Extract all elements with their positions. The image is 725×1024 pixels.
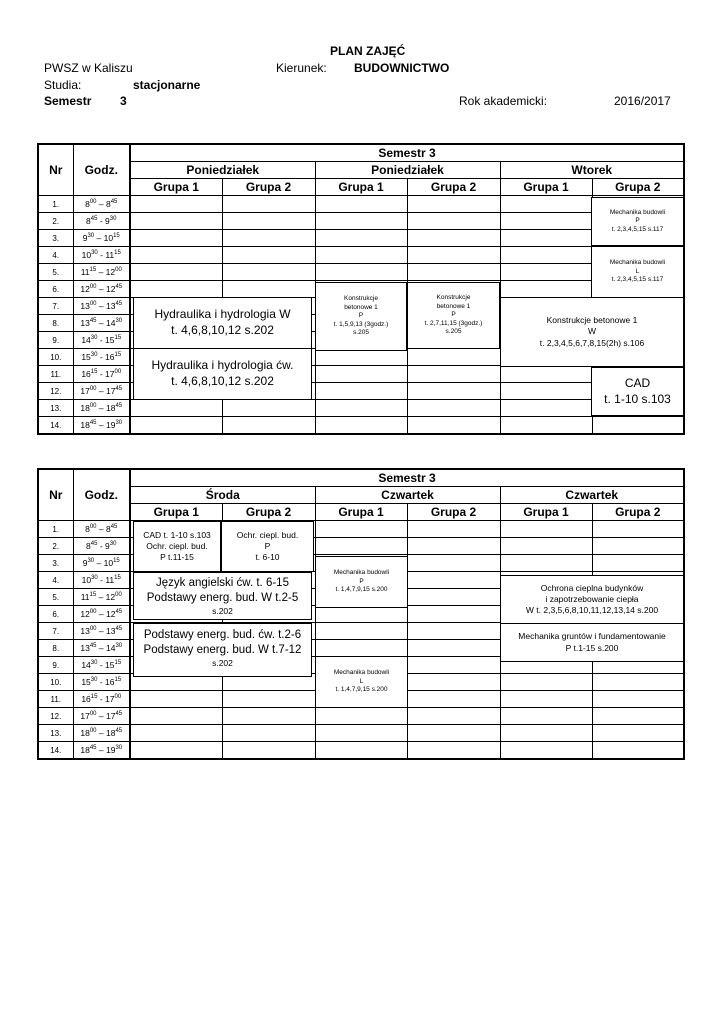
day-header: Poniedziałek [315, 162, 500, 179]
slot-cell [500, 213, 592, 230]
group-header: Grupa 1 [500, 504, 592, 521]
day-header: Poniedziałek [130, 162, 315, 179]
class-konstrukcje-w: Konstrukcje betonowe 1 W t. 2,3,4,5,6,7,8,15(2h) s.106 [500, 297, 684, 367]
class-sroda-grupa1: CAD t. 1-10 s.103 Ochr. ciepl. bud. P t.11-15 [133, 521, 221, 572]
slot-cell [407, 725, 500, 742]
group-header: Grupa 1 [315, 179, 407, 196]
row-hours: $16^{15} - 17^{00}$ [73, 691, 130, 708]
nr-header: Nr [38, 144, 73, 196]
row-number: 6. [38, 281, 73, 298]
slot-cell [500, 383, 592, 400]
row-hours: $9^{30} - 10^{15}$ [73, 230, 130, 247]
slot-cell [407, 213, 500, 230]
row-number: 14. [38, 742, 73, 760]
row-number: 9. [38, 657, 73, 674]
kierunek-value: BUDOWNICTWO [354, 61, 450, 75]
slot-cell [130, 230, 222, 247]
slot-cell [500, 247, 592, 264]
table-row [38, 400, 684, 417]
slot-cell [500, 417, 592, 435]
slot-cell [315, 400, 407, 417]
slot-cell [315, 383, 407, 400]
slot-cell [315, 708, 407, 725]
table-row [38, 247, 684, 264]
day-header: Środa [130, 487, 315, 504]
slot-cell [592, 725, 684, 742]
class-konstrukcje-grupa1: Konstrukcje betonowe 1 P t. 1,5,9,13 (3godz.) s.205 [315, 282, 407, 351]
row-hours: $9^{30} - 10^{15}$ [73, 555, 130, 572]
slot-cell [130, 400, 222, 417]
slot-cell [315, 349, 407, 366]
slot-cell [130, 247, 222, 264]
slot-cell [407, 589, 500, 606]
godz-header: Godz. [73, 144, 130, 196]
slot-cell [407, 196, 500, 213]
slot-cell [407, 417, 500, 435]
slot-cell [315, 230, 407, 247]
row-number: 10. [38, 349, 73, 366]
slot-cell [500, 521, 592, 538]
slot-cell [592, 538, 684, 555]
slot-cell [315, 538, 407, 555]
slot-cell [500, 400, 592, 417]
class-konstrukcje-grupa2: Konstrukcje betonowe 1 P t. 2,7,11,15 (3godz.) s.205 [407, 282, 500, 349]
row-number: 7. [38, 298, 73, 315]
slot-cell [500, 196, 592, 213]
slot-cell [500, 230, 592, 247]
row-number: 12. [38, 708, 73, 725]
slot-cell [407, 349, 500, 366]
class-hydraulika-cw: Hydraulika i hydrologia ćw. t. 4,6,8,10,12 s.202 [133, 348, 312, 400]
row-number: 13. [38, 725, 73, 742]
row-number: 8. [38, 315, 73, 332]
slot-cell [500, 691, 592, 708]
slot-cell [592, 555, 684, 572]
slot-cell [222, 213, 315, 230]
row-hours: $14^{30} - 15^{15}$ [73, 657, 130, 674]
slot-cell [592, 417, 684, 435]
slot-cell [500, 674, 592, 691]
row-hours: $11^{15} - 12^{00}$ [73, 264, 130, 281]
table-row [38, 196, 684, 213]
row-hours: $10^{30} - 11^{15}$ [73, 572, 130, 589]
slot-cell [315, 606, 407, 623]
row-hours: $18^{00} - 18^{45}$ [73, 400, 130, 417]
class-mechanika-l: Mechanika budowli L t. 2,3,4,5,15 s.117 [591, 246, 684, 298]
row-hours: $8^{45} - 9^{30}$ [73, 538, 130, 555]
slot-cell [592, 521, 684, 538]
slot-cell [592, 691, 684, 708]
slot-cell [130, 691, 222, 708]
slot-cell [315, 417, 407, 435]
slot-cell [500, 555, 592, 572]
class-mechanika-l-czw: Mechanika budowli L t. 1,4,7,9,15 s.200 [315, 656, 408, 708]
slot-cell [222, 417, 315, 435]
row-number: 13. [38, 400, 73, 417]
class-mechanika-gruntow: Mechanika gruntów i fundamentowanie P t.1-15 s.200 [500, 623, 684, 662]
slot-cell [407, 742, 500, 760]
slot-cell [130, 264, 222, 281]
class-cad: CAD t. 1-10 s.103 [591, 367, 684, 416]
slot-cell [222, 230, 315, 247]
row-hours: $13^{45} - 14^{30}$ [73, 315, 130, 332]
slot-cell [592, 708, 684, 725]
row-hours: $8^{00} - 8^{45}$ [73, 521, 130, 538]
group-header: Grupa 2 [592, 179, 684, 196]
row-hours: $13^{45} - 14^{30}$ [73, 640, 130, 657]
semestr-value: 3 [120, 94, 127, 108]
slot-cell [407, 623, 500, 640]
row-number: 4. [38, 572, 73, 589]
row-number: 7. [38, 623, 73, 640]
table-row [38, 230, 684, 247]
slot-cell [407, 264, 500, 281]
rok-label: Rok akademicki: [459, 94, 548, 108]
row-number: 3. [38, 230, 73, 247]
slot-cell [315, 264, 407, 281]
day-header: Wtorek [500, 162, 684, 179]
slot-cell [407, 555, 500, 572]
group-header: Grupa 1 [130, 504, 222, 521]
group-header: Grupa 2 [592, 504, 684, 521]
studia-value: stacjonarne [133, 78, 201, 92]
row-hours: $17^{00} - 17^{45}$ [73, 708, 130, 725]
group-header: Grupa 2 [222, 504, 315, 521]
slot-cell [130, 281, 222, 298]
slot-cell [407, 521, 500, 538]
row-hours: $16^{15} - 17^{00}$ [73, 366, 130, 383]
school-name: PWSZ w Kaliszu [44, 61, 133, 75]
slot-cell [222, 247, 315, 264]
class-ochrona-cieplna: Ochrona cieplna budynków i zapotrzebowanie ciepła W t. 2,3,5,6,8,10,11,12,13,14 s.200 [500, 575, 684, 624]
slot-cell [407, 708, 500, 725]
row-hours: $14^{30} - 15^{15}$ [73, 332, 130, 349]
slot-cell [222, 400, 315, 417]
row-number: 12. [38, 383, 73, 400]
group-header: Grupa 2 [407, 504, 500, 521]
table-row [38, 725, 684, 742]
godz-header: Godz. [73, 469, 130, 521]
semestr-label: Semestr [44, 94, 92, 108]
class-jezyk-angielski: Język angielski ćw. t. 6-15 Podstawy energ. bud. W t.2-5 s.202 [133, 572, 312, 620]
row-hours: $8^{45} - 9^{30}$ [73, 213, 130, 230]
row-hours: $13^{00} - 13^{45}$ [73, 298, 130, 315]
group-header: Grupa 2 [222, 179, 315, 196]
slot-cell [130, 725, 222, 742]
row-hours: $17^{00} - 17^{45}$ [73, 383, 130, 400]
row-number: 5. [38, 589, 73, 606]
row-hours: $10^{30} - 11^{15}$ [73, 247, 130, 264]
slot-cell [222, 196, 315, 213]
table-row [38, 264, 684, 281]
row-number: 14. [38, 417, 73, 435]
slot-cell [315, 623, 407, 640]
row-hours: $18^{45} - 19^{30}$ [73, 742, 130, 760]
group-header: Grupa 1 [130, 179, 222, 196]
table-row [38, 213, 684, 230]
slot-cell [222, 708, 315, 725]
slot-cell [315, 725, 407, 742]
slot-cell [130, 213, 222, 230]
row-number: 11. [38, 366, 73, 383]
row-number: 2. [38, 213, 73, 230]
rok-value: 2016/2017 [614, 94, 671, 108]
row-hours: $15^{30} - 16^{15}$ [73, 674, 130, 691]
slot-cell [222, 691, 315, 708]
slot-cell [407, 230, 500, 247]
row-number: 1. [38, 196, 73, 213]
slot-cell [500, 281, 592, 298]
slot-cell [222, 725, 315, 742]
row-number: 10. [38, 674, 73, 691]
day-header: Czwartek [500, 487, 684, 504]
row-number: 11. [38, 691, 73, 708]
slot-cell [592, 674, 684, 691]
row-hours: $8^{00} - 8^{45}$ [73, 196, 130, 213]
slot-cell [407, 366, 500, 383]
slot-cell [500, 742, 592, 760]
row-number: 6. [38, 606, 73, 623]
row-hours: $15^{30} - 16^{15}$ [73, 349, 130, 366]
slot-cell [407, 657, 500, 674]
slot-cell [222, 742, 315, 760]
page-title: PLAN ZAJĘĆ [330, 44, 406, 58]
slot-cell [407, 674, 500, 691]
slot-cell [222, 281, 315, 298]
kierunek-label: Kierunek: [276, 61, 327, 75]
slot-cell [500, 264, 592, 281]
slot-cell [500, 366, 592, 383]
slot-cell [407, 247, 500, 264]
slot-cell [315, 640, 407, 657]
slot-cell [407, 383, 500, 400]
row-number: 2. [38, 538, 73, 555]
slot-cell [130, 196, 222, 213]
slot-cell [130, 417, 222, 435]
slot-cell [315, 196, 407, 213]
row-number: 5. [38, 264, 73, 281]
slot-cell [407, 400, 500, 417]
class-mechanika-p-czw: Mechanika budowli P t. 1,4,7,9,15 s.200 [315, 556, 408, 608]
studia-label: Studia: [44, 78, 82, 92]
slot-cell [130, 742, 222, 760]
slot-cell [407, 538, 500, 555]
table-row [38, 417, 684, 435]
slot-cell [592, 742, 684, 760]
row-number: 8. [38, 640, 73, 657]
slot-cell [407, 572, 500, 589]
row-number: 9. [38, 332, 73, 349]
day-header: Czwartek [315, 487, 500, 504]
semestr-header: Semestr 3 [130, 144, 684, 162]
row-hours: $12^{00} - 12^{45}$ [73, 281, 130, 298]
row-hours: $11^{15} - 12^{00}$ [73, 589, 130, 606]
row-number: 1. [38, 521, 73, 538]
semestr-header: Semestr 3 [130, 469, 684, 487]
slot-cell [315, 521, 407, 538]
class-mechanika-p: Mechanika budowli P t. 2,3,4,5,15 s.117 [591, 197, 684, 246]
slot-cell [500, 725, 592, 742]
row-hours: $13^{00} - 13^{45}$ [73, 623, 130, 640]
group-header: Grupa 1 [315, 504, 407, 521]
slot-cell [222, 264, 315, 281]
slot-cell [500, 538, 592, 555]
group-header: Grupa 2 [407, 179, 500, 196]
row-hours: $12^{00} - 12^{45}$ [73, 606, 130, 623]
slot-cell [500, 708, 592, 725]
slot-cell [407, 691, 500, 708]
row-number: 4. [38, 247, 73, 264]
row-number: 3. [38, 555, 73, 572]
slot-cell [315, 213, 407, 230]
table-row [38, 742, 684, 760]
class-podstawy-energ: Podstawy energ. bud. ćw. t.2-6 Podstawy energ. bud. W t.7-12 s.202 [133, 623, 312, 677]
slot-cell [407, 640, 500, 657]
class-hydraulika-w: Hydraulika i hydrologia W t. 4,6,8,10,12 s.202 [133, 297, 312, 349]
slot-cell [130, 708, 222, 725]
slot-cell [315, 247, 407, 264]
class-sroda-grupa2: Ochr. ciepl. bud. P t. 6-10 [221, 521, 314, 572]
nr-header: Nr [38, 469, 73, 521]
slot-cell [407, 606, 500, 623]
row-hours: $18^{00} - 18^{45}$ [73, 725, 130, 742]
slot-cell [315, 742, 407, 760]
slot-cell [315, 366, 407, 383]
group-header: Grupa 1 [500, 179, 592, 196]
table-row [38, 708, 684, 725]
row-hours: $18^{45} - 19^{30}$ [73, 417, 130, 435]
